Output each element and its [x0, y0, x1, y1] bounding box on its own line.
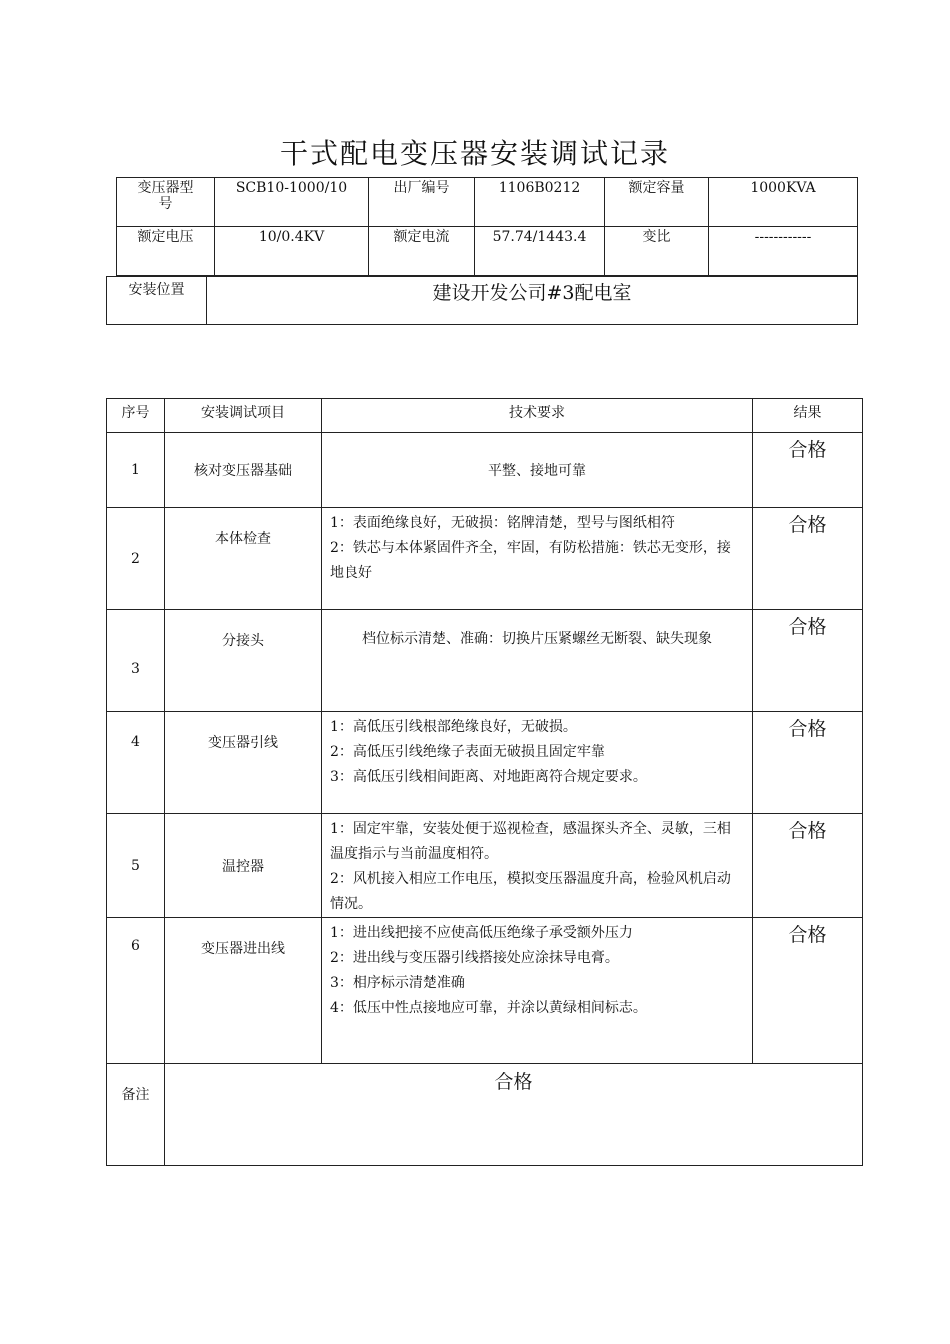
location-value: 建设开发公司#3配电室 [207, 277, 858, 325]
remark-value: 合格 [165, 1064, 863, 1166]
req-line: 2：风机接入相应工作电压，模拟变压器温度升高，检验风机启动情况。 [330, 871, 731, 912]
req-line: 1：进出线把接不应使高低压绝缘子承受额外压力 [330, 925, 633, 941]
serial-label: 出厂编号 [369, 178, 475, 227]
row-result: 合格 [753, 814, 863, 918]
voltage-label: 额定电压 [117, 227, 215, 276]
row-no: 6 [107, 918, 165, 1064]
row-no: 4 [107, 712, 165, 814]
req-line: 3：相序标示清楚准确 [330, 975, 465, 991]
table-row [107, 610, 863, 712]
remark-label: 备注 [107, 1064, 165, 1166]
model-label: 变压器型号 [117, 178, 215, 227]
row-item: 温控器 [165, 814, 322, 918]
row-item: 核对变压器基础 [165, 433, 322, 508]
location-table [106, 276, 858, 325]
req-line: 1：固定牢靠，安装处便于巡视检查，感温探头齐全、灵敏，三相温度指示与当前温度相符。 [330, 821, 731, 862]
row-result: 合格 [753, 712, 863, 814]
row-result: 合格 [753, 508, 863, 610]
model-value: SCB10-1000/10 [215, 178, 369, 227]
voltage-value: 10/0.4KV [215, 227, 369, 276]
req-line: 1：表面绝缘良好，无破损：铭牌清楚，型号与图纸相符 [330, 515, 675, 531]
ratio-label: 变比 [605, 227, 709, 276]
table-row [107, 814, 863, 918]
req-line: 3：高低压引线相间距离、对地距离符合规定要求。 [330, 769, 647, 785]
current-label: 额定电流 [369, 227, 475, 276]
req-line: 2：铁芯与本体紧固件齐全，牢固，有防松措施：铁芯无变形，接地良好 [330, 540, 731, 581]
row-item: 本体检查 [165, 508, 322, 610]
serial-value: 1106B0212 [475, 178, 605, 227]
table-header-row [107, 399, 863, 433]
row-no: 3 [107, 610, 165, 712]
header-no: 序号 [107, 399, 165, 433]
ratio-value: ------------ [709, 227, 858, 276]
req-line: 档位标示清楚、准确：切换片压紧螺丝无断裂、缺失现象 [362, 631, 712, 647]
current-value: 57.74/1443.4 [475, 227, 605, 276]
row-result: 合格 [753, 433, 863, 508]
inspection-table [106, 398, 863, 1166]
row-no: 5 [107, 814, 165, 918]
row-no: 2 [107, 508, 165, 610]
row-item: 分接头 [165, 610, 322, 712]
table-row [107, 712, 863, 814]
remark-row [107, 1064, 863, 1166]
transformer-info-table [116, 177, 858, 276]
page-title: 干式配电变压器安装调试记录 [279, 137, 670, 170]
capacity-value: 1000KVA [709, 178, 858, 227]
row-req [322, 712, 753, 814]
header-result: 结果 [753, 399, 863, 433]
row-req [322, 610, 753, 712]
table-row [107, 508, 863, 610]
row-req [322, 918, 753, 1064]
row-item: 变压器引线 [165, 712, 322, 814]
row-no: 1 [107, 433, 165, 508]
row-req [322, 814, 753, 918]
row-req [322, 433, 753, 508]
req-line: 平整、接地可靠 [488, 463, 586, 479]
row-item: 变压器进出线 [165, 918, 322, 1064]
req-line: 4：低压中性点接地应可靠，并涂以黄绿相间标志。 [330, 1000, 647, 1016]
capacity-label: 额定容量 [605, 178, 709, 227]
row-result: 合格 [753, 918, 863, 1064]
req-line: 1：高低压引线根部绝缘良好，无破损。 [330, 719, 577, 735]
header-item: 安装调试项目 [165, 399, 322, 433]
header-req: 技术要求 [322, 399, 753, 433]
row-result: 合格 [753, 610, 863, 712]
row-req [322, 508, 753, 610]
table-row [107, 433, 863, 508]
table-row [107, 918, 863, 1064]
req-line: 2：进出线与变压器引线搭接处应涂抹导电膏。 [330, 950, 619, 966]
req-line: 2：高低压引线绝缘子表面无破损且固定牢靠 [330, 744, 605, 760]
location-label: 安装位置 [107, 277, 207, 325]
